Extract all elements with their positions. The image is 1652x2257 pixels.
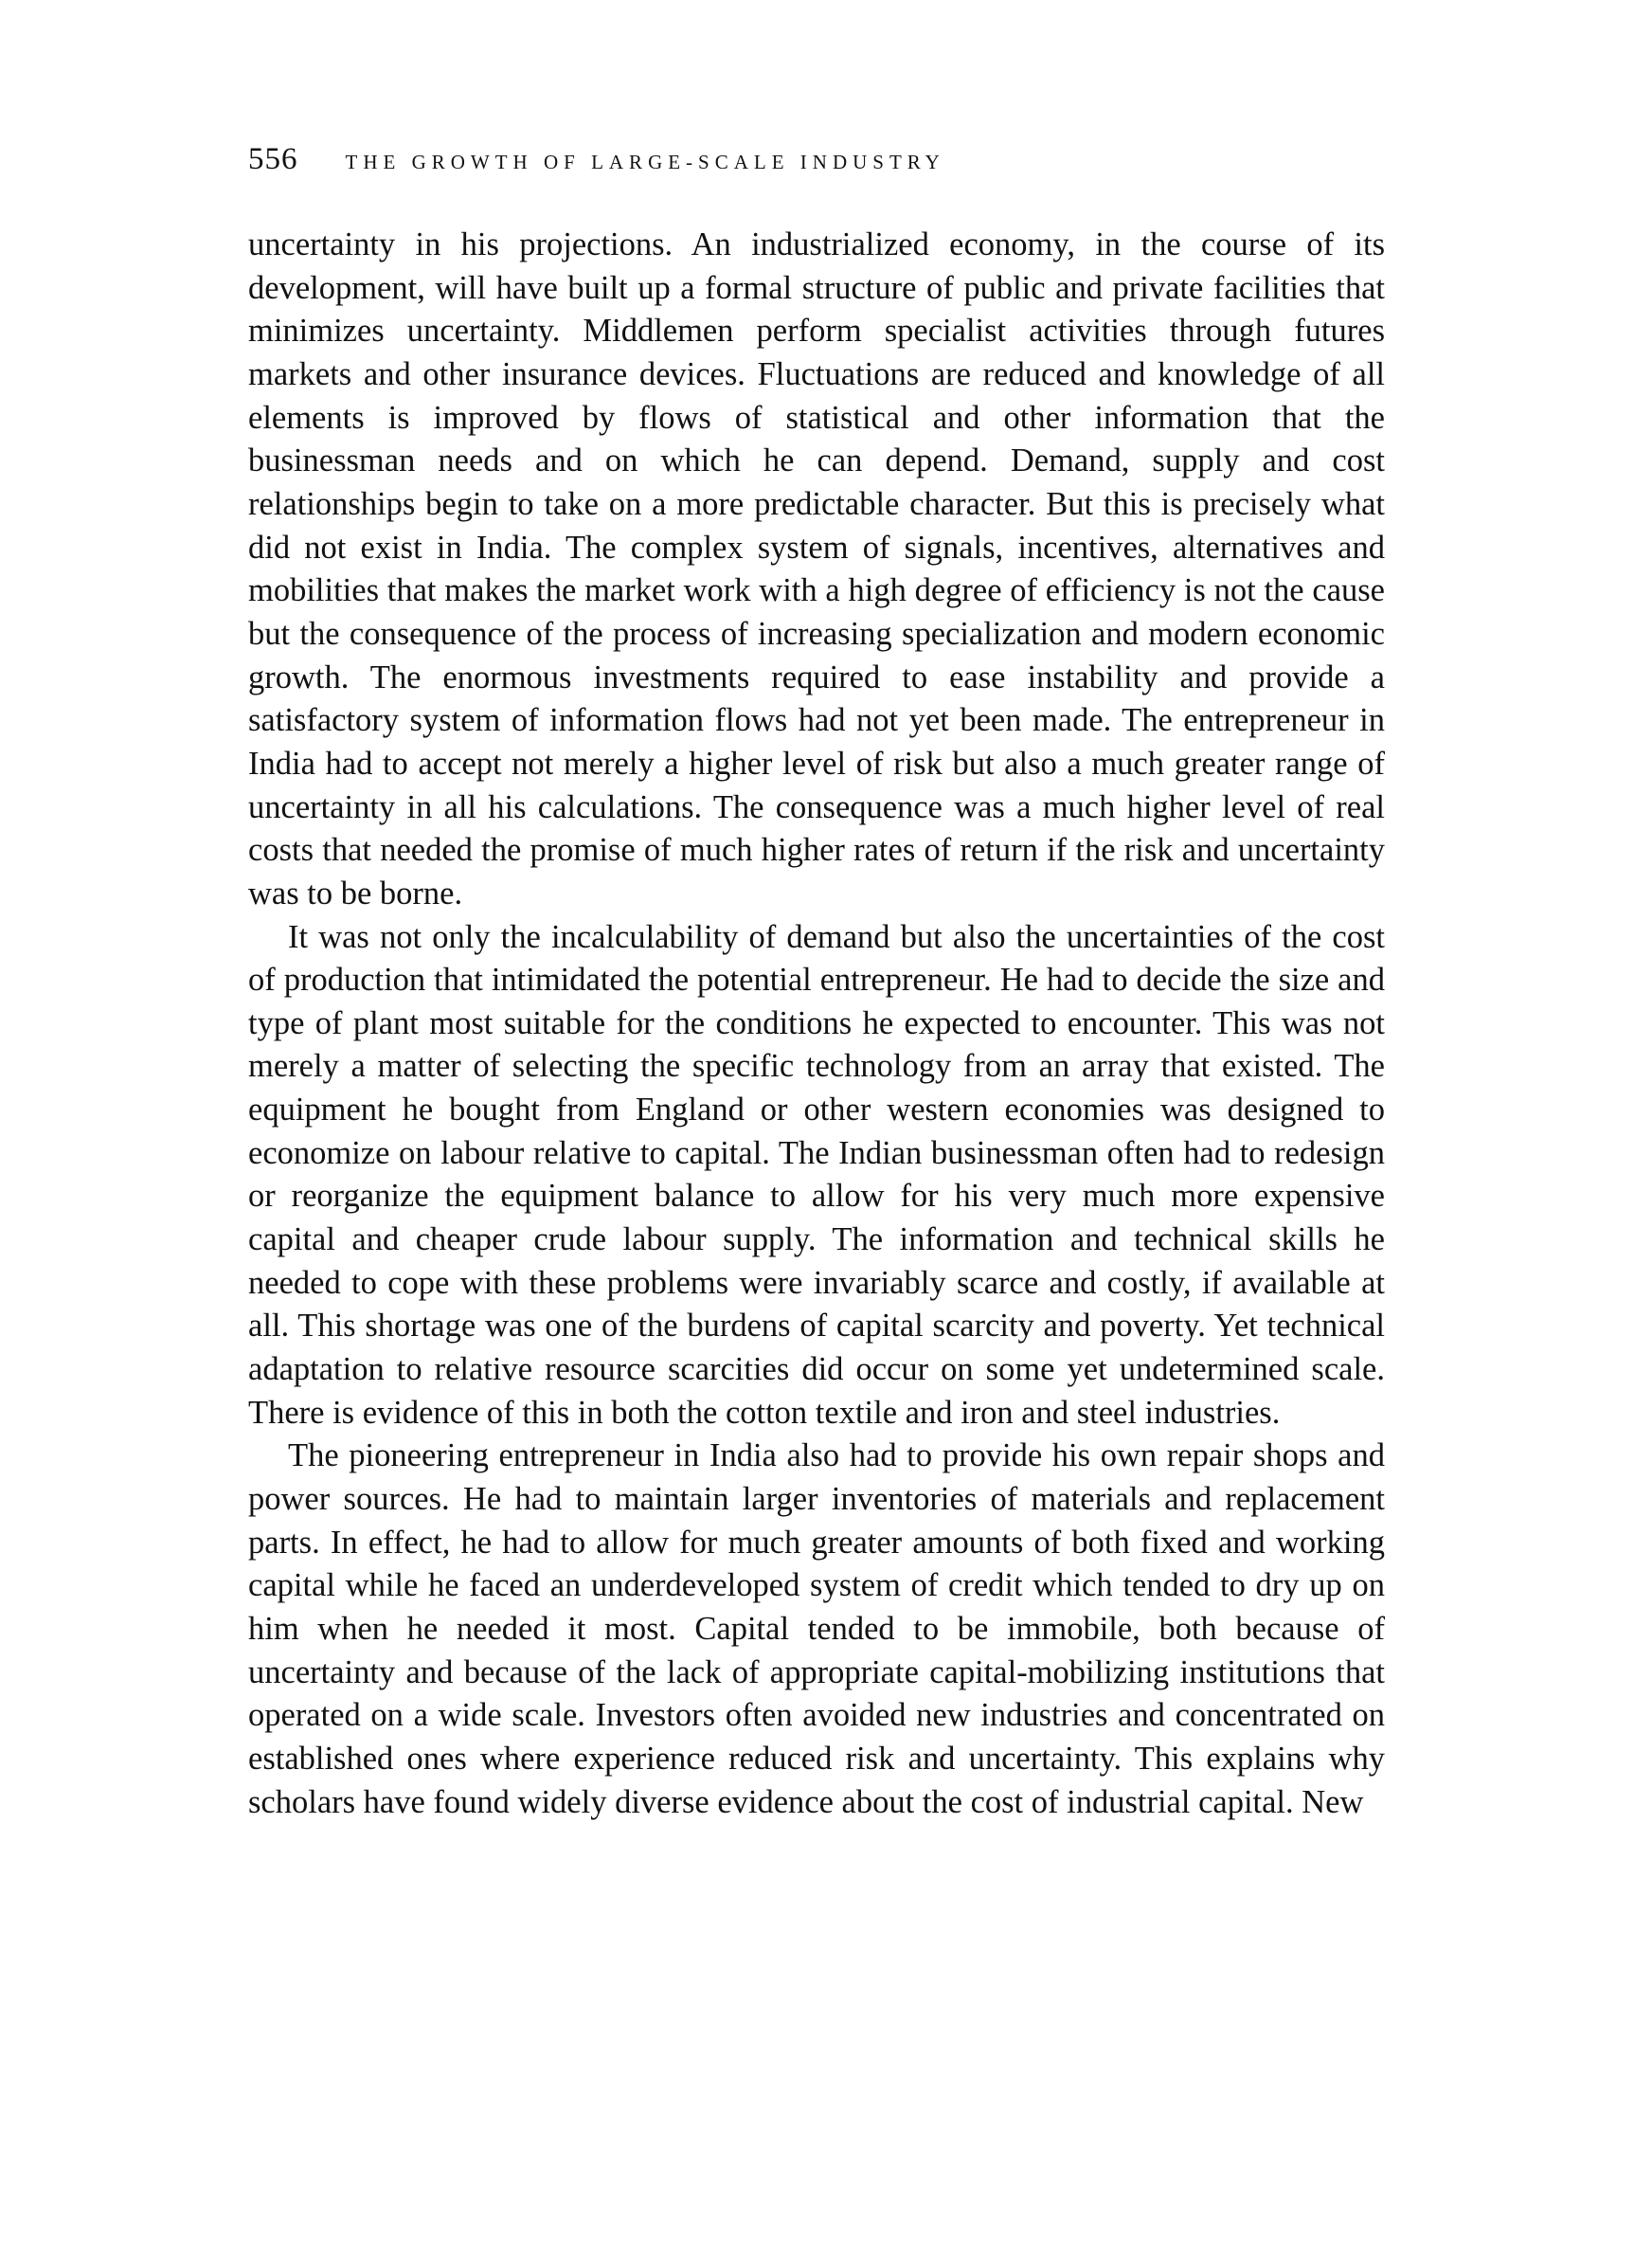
paragraph-3: The pioneering entrepreneur in India also had to provide his own repair shops and power sources. He had to maintain larger inventories of materials and replacement parts. In effect, he had to allow for much greater amounts of both fixed and working capital while he faced an underdeveloped system of credit which tended to dry up on him when he needed it most. Capital tended to be immobile, both because of uncertainty and because of the lack of appropriate capital-mobilizing institutions that operated on a wide scale. Investors often avoided new industries and concentrated on established ones where experience reduced risk and uncertainty. This explains why scholars have found widely diverse evidence about the cost of industrial capital. New [248,1437,1385,1820]
running-head [248,142,1385,190]
body-text [248,224,1385,1824]
paragraph-1: uncertainty in his projections. An industrialized economy, in the course of its development, will have built up a formal structure of public and private facilities that minimizes uncertainty. Middlemen perform specialist activities through futures markets and other insurance devices. Fluctuations are reduced and knowledge of all elements is improved by flows of statistical and other information that the businessman needs and on which he can depend. Demand, supply and cost relationships begin to take on a more predictable character. But this is precisely what did not exist in India. The complex system of signals, incentives, alternatives and mobilities that makes the market work with a high degree of efficiency is not the cause but the consequence of the process of increasing specialization and modern economic growth. The enormous investments required to ease instability and provide a satisfactory system of information flows had not yet been made. The entrepreneur in India had to accept not merely a higher level of risk but also a much greater range of uncertainty in all his calculations. The consequence was a much higher level of real costs that needed the promise of much higher rates of return if the risk and uncertainty was to be borne. [248,226,1385,912]
page-number: 556 [248,142,298,176]
paragraph-2: It was not only the incalculability of demand but also the uncertainties of the cost of production that intimidated the potential entrepreneur. He had to decide the size and type of plant most suitable for the conditions he expected to encounter. This was not merely a matter of selecting the specific technology from an array that existed. The equipment he bought from England or other western economies was designed to economize on labour relative to capital. The Indian businessman often had to redesign or reorganize the equipment balance to allow for his very much more expensive capital and cheaper crude labour supply. The information and technical skills he needed to cope with these problems were invariably scarce and costly, if available at all. This shortage was one of the burdens of capital scarcity and poverty. Yet technical adaptation to relative resource scarcities did occur on some yet undetermined scale. There is evidence of this in both the cotton textile and iron and steel industries. [248,918,1385,1431]
running-title: THE GROWTH OF LARGE-SCALE INDUSTRY [345,151,945,173]
